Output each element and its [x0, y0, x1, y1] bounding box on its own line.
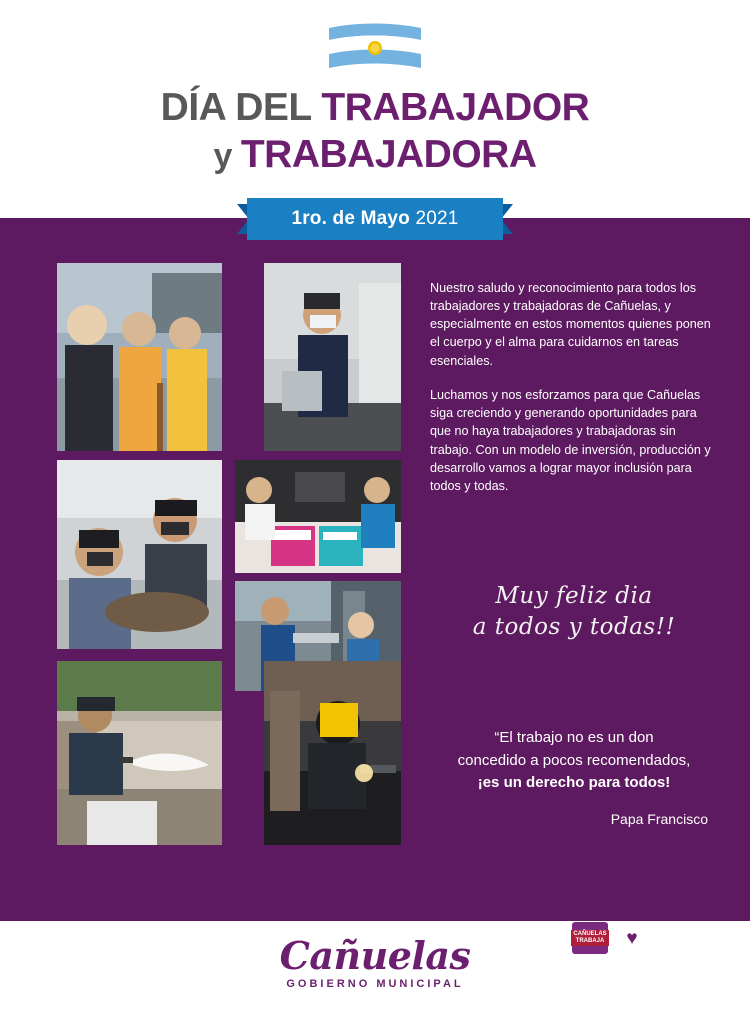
quote-line-1: “El trabajo no es un don	[494, 729, 654, 747]
photo-desinfeccion	[57, 661, 222, 845]
heart-icon: ♥	[626, 927, 638, 949]
photo-personal-salud-pasillo	[264, 263, 401, 451]
ribbon-year-label: 2021	[415, 208, 459, 229]
paragraph-saludo: Nuestro saludo y reconocimiento para todos los trabajadores y trabajadoras de Cañuelas, y especialmente en estos momentos quienes ponen el cuerpo y el alma para cuidarnos en tareas esenciales.	[430, 280, 711, 368]
title-part-trabajador: TRABAJADOR	[321, 86, 590, 129]
photo-soldador	[264, 661, 401, 845]
title-part-dia-del: DÍA DEL	[160, 86, 322, 129]
ribbon-date-label: 1ro. de Mayo	[291, 208, 416, 229]
quote-line-3: ¡es un derecho para todos!	[477, 774, 671, 792]
date-ribbon	[0, 198, 750, 240]
quote-line-2: concedido a pocos recomendados,	[457, 751, 691, 769]
paragraph-luchamos: Luchamos y nos esforzamos para que Cañuelas siga creciendo y generando oportunidades para que no haya trabajadores y trabajadoras sin trabajo. Con un modelo de inversión, producción y desarrollo vamos a lograr mayor inclusión para todos y todas.	[430, 387, 711, 494]
quote-author: Papa Francisco	[610, 810, 708, 827]
brand-name: Cañuelas	[279, 933, 471, 978]
ribbon-body	[247, 198, 503, 240]
badge-logo-label: CAÑUELAS TRABAJA	[573, 931, 607, 944]
message-column	[430, 266, 718, 827]
poster-body	[0, 218, 750, 921]
photo-recoleccion-residuos	[57, 263, 222, 451]
photo-veterinaria	[57, 460, 222, 649]
title-part-y: y	[213, 137, 241, 175]
quote-block	[430, 727, 718, 795]
badge-heart[interactable]	[614, 922, 650, 954]
brand-subtitle: GOBIERNO MUNICIPAL	[286, 978, 464, 990]
greeting-script	[430, 581, 718, 643]
title-part-trabajadora: TRABAJADORA	[240, 133, 537, 176]
photo-campana-vacunate	[235, 460, 401, 573]
greeting-line-1: Muy feliz dia	[495, 583, 653, 610]
badge-logo-municipio[interactable]	[572, 922, 608, 954]
social-badges	[572, 922, 650, 954]
poster-header	[0, 0, 750, 192]
greeting-line-2: a todos y todas!!	[472, 614, 676, 641]
argentina-flag-icon	[327, 22, 423, 80]
page-title	[0, 88, 750, 174]
